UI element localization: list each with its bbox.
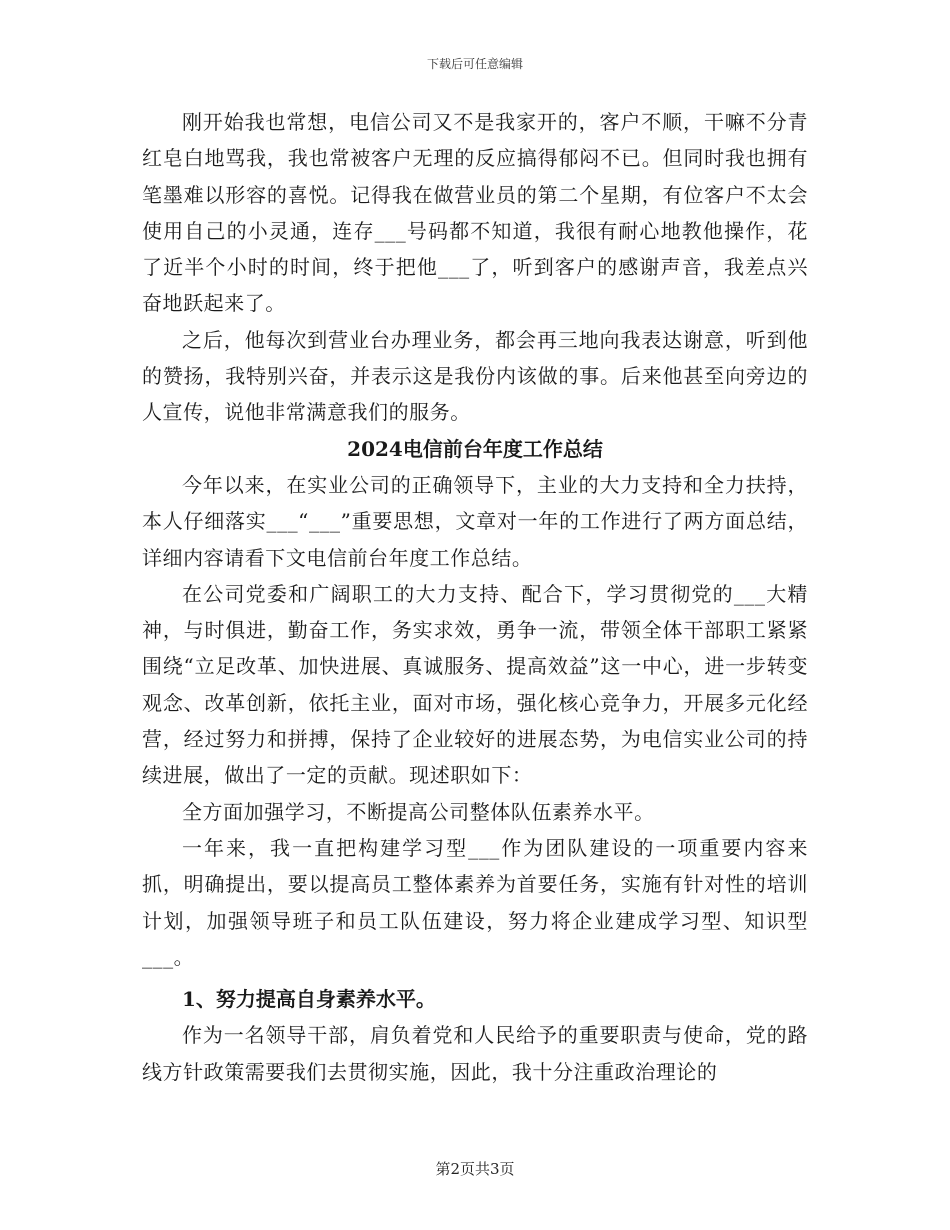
paragraph-6: 一年来，我一直把构建学习型___作为团队建设的一项重要内容来抓，明确提出，要以提高员工整体素养为首要任务，实施有针对性的培训计划，加强领导班子和员工队伍建设，努力将企业建成学习型、知识型___。 bbox=[142, 835, 808, 969]
paragraph-2: 之后，他每次到营业台办理业务，都会再三地向我表达谢意，听到他的赞扬，我特别兴奋，并表示这是我份内该做的事。后来他甚至向旁边的人宣传，说他非常满意我们的服务。 bbox=[142, 327, 808, 425]
paragraph-1: 刚开始我也常想，电信公司又不是我家开的，客户不顺，干嘛不分青红皂白地骂我，我也常被客户无理的反应搞得郁闷不已。但同时我也拥有笔墨难以形容的喜悦。记得我在做营业员的第二个星期，有位客户不太会使用自己的小灵通，连存___号码都不知道，我很有耐心地教他操作，花了近半个小时的时间，终于把他___了，听到客户的感谢声音，我差点兴奋地跃起来了。 bbox=[142, 110, 808, 316]
document-title: 2024电信前台年度工作总结 bbox=[347, 436, 603, 461]
paragraph-4: 在公司党委和广阔职工的大力支持、配合下，学习贯彻党的___大精神，与时俱进，勤奋工作，务实求效，勇争一流，带领全体干部职工紧紧围绕“立足改革、加快进展、真诚服务、提高效益”这一中心，进一步转变观念、改革创新，依托主业，面对市场，强化核心竞争力，开展多元化经营，经过努力和拼搏，保持了企业较好的进展态势，为电信实业公司的持续进展，做出了一定的贡献。现述职如下： bbox=[142, 581, 808, 788]
page-footer: 第2页共3页 bbox=[435, 1160, 515, 1178]
paragraph-5: 全方面加强学习，不断提高公司整体队伍素养水平。 bbox=[182, 799, 655, 824]
section-subheading: 1、努力提高自身素养水平。 bbox=[182, 987, 436, 1012]
document-body bbox=[142, 104, 808, 1090]
paragraph-7: 作为一名领导干部，肩负着党和人民给予的重要职责与使命，党的路线方针政策需要我们去贯彻实施，因此，我十分注重政治理论的 bbox=[142, 1023, 808, 1084]
paragraph-3: 今年以来，在实业公司的正确领导下，主业的大力支持和全力扶持，本人仔细落实___“___”重要思想，文章对一年的工作进行了两方面总结，详细内容请看下文电信前台年度工作总结。 bbox=[142, 472, 808, 570]
page-header: 下载后可任意编辑 bbox=[426, 57, 523, 71]
